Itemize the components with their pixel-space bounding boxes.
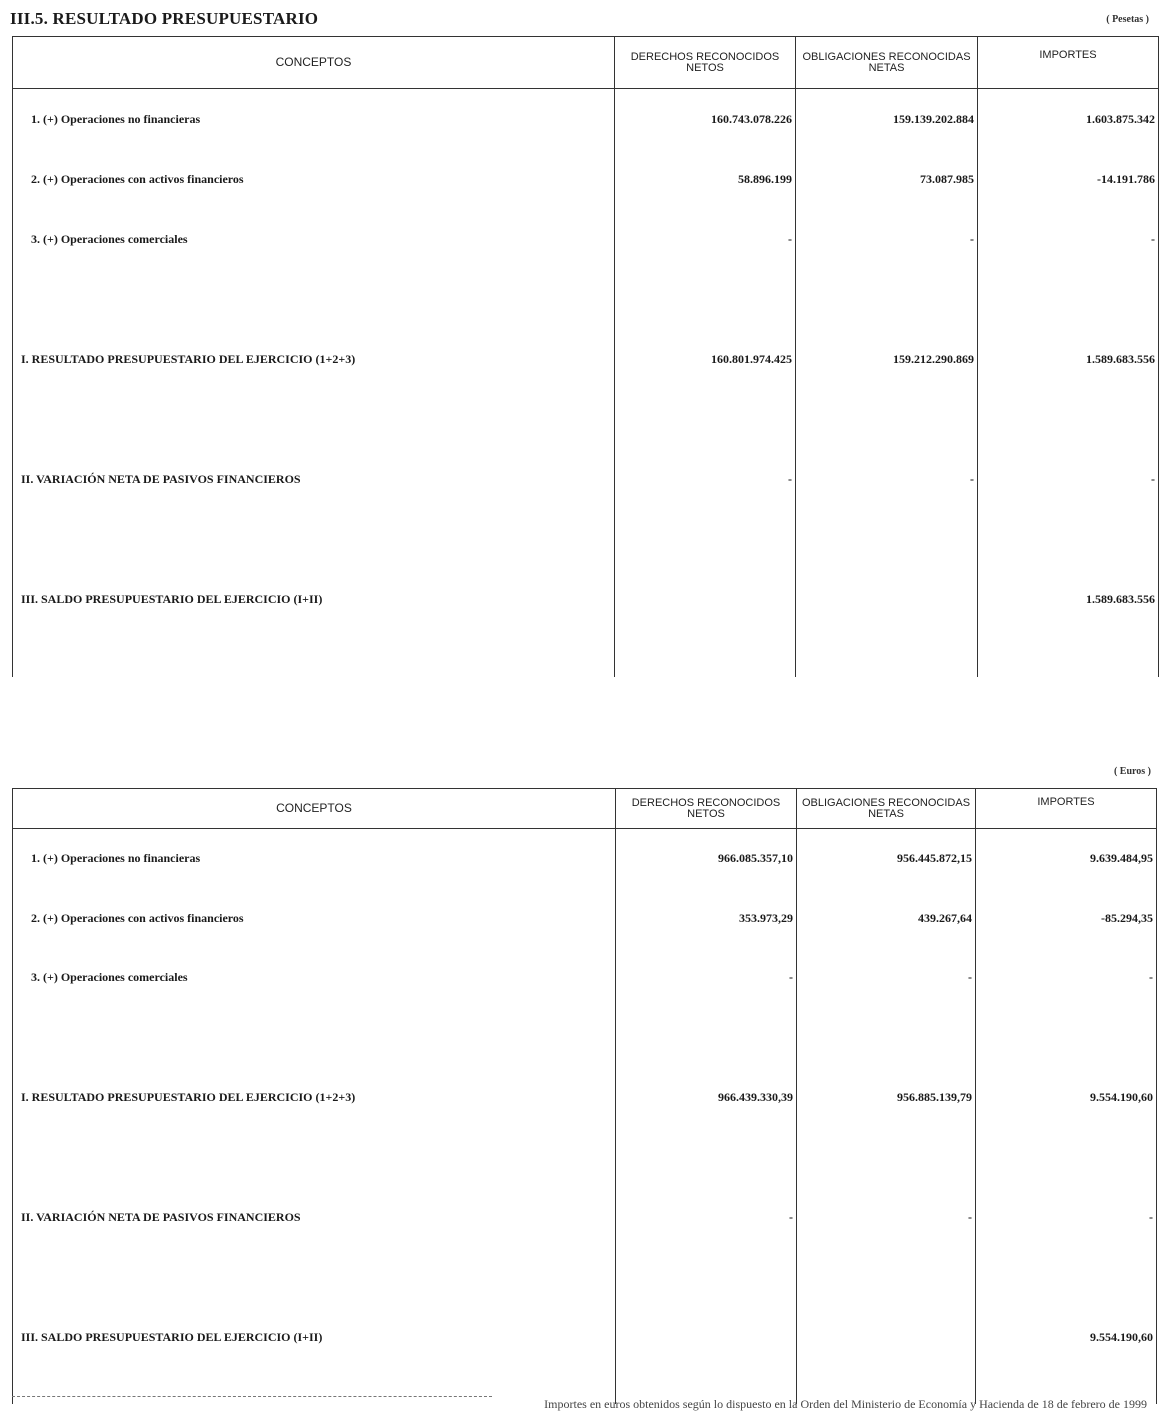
row-concept: 1. (+) Operaciones no financieras bbox=[13, 829, 616, 889]
row-concept: 1. (+) Operaciones no financieras bbox=[13, 89, 615, 149]
bottom-divider bbox=[12, 1396, 492, 1397]
row-importes: 9.554.190,60 bbox=[976, 1068, 1157, 1188]
row-obligaciones bbox=[796, 569, 978, 677]
row-importes: 1.589.683.556 bbox=[978, 329, 1159, 449]
budget-result-table-euros bbox=[12, 788, 1157, 1404]
column-header-obligaciones: OBLIGACIONES RECONOCIDAS NETAS bbox=[796, 37, 978, 89]
row-concept: 2. (+) Operaciones con activos financieros bbox=[13, 889, 616, 948]
row-derechos: 353.973,29 bbox=[616, 889, 797, 948]
row-derechos: 160.801.974.425 bbox=[615, 329, 796, 449]
currency-unit-euros: ( Euros ) bbox=[1113, 766, 1151, 777]
table-row bbox=[13, 1188, 1157, 1308]
column-header-obligaciones: OBLIGACIONES RECONOCIDAS NETAS bbox=[797, 789, 976, 829]
row-concept: II. VARIACIÓN NETA DE PASIVOS FINANCIEROS bbox=[13, 449, 615, 569]
row-obligaciones: 439.267,64 bbox=[797, 889, 976, 948]
row-obligaciones: 159.139.202.884 bbox=[796, 89, 978, 149]
row-concept: 3. (+) Operaciones comerciales bbox=[13, 209, 615, 329]
row-derechos: 966.439.330,39 bbox=[616, 1068, 797, 1188]
row-derechos bbox=[616, 1308, 797, 1404]
row-concept: 3. (+) Operaciones comerciales bbox=[13, 948, 616, 1068]
row-derechos: - bbox=[616, 948, 797, 1068]
column-header-concepts: CONCEPTOS bbox=[13, 789, 616, 829]
row-derechos bbox=[615, 569, 796, 677]
row-obligaciones bbox=[797, 1308, 976, 1404]
row-importes: - bbox=[978, 449, 1159, 569]
row-importes: - bbox=[976, 1188, 1157, 1308]
column-header-derechos: DERECHOS RECONOCIDOS NETOS bbox=[616, 789, 797, 829]
table-row bbox=[13, 948, 1157, 1068]
footnote: Importes en euros obtenidos según lo dispuesto en la Orden del Ministerio de Economía y Hacienda de 18 de febrero de 1999 bbox=[544, 1397, 1147, 1411]
row-obligaciones: - bbox=[797, 1188, 976, 1308]
table-row bbox=[13, 889, 1157, 948]
table-row bbox=[13, 89, 1159, 149]
table-header-row bbox=[13, 789, 1157, 829]
row-importes: 1.589.683.556 bbox=[978, 569, 1159, 677]
table-row bbox=[13, 569, 1159, 677]
currency-unit-pesetas: ( Pesetas ) bbox=[1106, 14, 1149, 25]
table-row bbox=[13, 449, 1159, 569]
row-importes: -14.191.786 bbox=[978, 149, 1159, 209]
row-concept: 2. (+) Operaciones con activos financieros bbox=[13, 149, 615, 209]
row-obligaciones: - bbox=[797, 948, 976, 1068]
row-concept: I. RESULTADO PRESUPUESTARIO DEL EJERCICIO (1+2+3) bbox=[13, 329, 615, 449]
row-derechos: 966.085.357,10 bbox=[616, 829, 797, 889]
row-derechos: - bbox=[615, 449, 796, 569]
row-concept: III. SALDO PRESUPUESTARIO DEL EJERCICIO (I+II) bbox=[13, 1308, 616, 1404]
column-header-derechos: DERECHOS RECONOCIDOS NETOS bbox=[615, 37, 796, 89]
row-importes: -85.294,35 bbox=[976, 889, 1157, 948]
table-row bbox=[13, 329, 1159, 449]
row-obligaciones: 159.212.290.869 bbox=[796, 329, 978, 449]
row-importes: - bbox=[976, 948, 1157, 1068]
row-derechos: - bbox=[615, 209, 796, 329]
row-derechos: 58.896.199 bbox=[615, 149, 796, 209]
column-header-importes: IMPORTES bbox=[978, 37, 1159, 89]
page-title: III.5. RESULTADO PRESUPUESTARIO bbox=[10, 9, 319, 28]
row-importes: 1.603.875.342 bbox=[978, 89, 1159, 149]
row-obligaciones: - bbox=[796, 209, 978, 329]
row-obligaciones: - bbox=[796, 449, 978, 569]
column-header-concepts: CONCEPTOS bbox=[13, 37, 615, 89]
table-row bbox=[13, 1068, 1157, 1188]
table-header-row bbox=[13, 37, 1159, 89]
row-concept: II. VARIACIÓN NETA DE PASIVOS FINANCIEROS bbox=[13, 1188, 616, 1308]
row-concept: III. SALDO PRESUPUESTARIO DEL EJERCICIO (I+II) bbox=[13, 569, 615, 677]
table-row bbox=[13, 1308, 1157, 1404]
row-importes: 9.554.190,60 bbox=[976, 1308, 1157, 1404]
row-obligaciones: 956.445.872,15 bbox=[797, 829, 976, 889]
column-header-importes: IMPORTES bbox=[976, 789, 1157, 829]
row-obligaciones: 73.087.985 bbox=[796, 149, 978, 209]
table-row bbox=[13, 829, 1157, 889]
table-row bbox=[13, 209, 1159, 329]
row-obligaciones: 956.885.139,79 bbox=[797, 1068, 976, 1188]
table-row bbox=[13, 149, 1159, 209]
row-derechos: - bbox=[616, 1188, 797, 1308]
row-concept: I. RESULTADO PRESUPUESTARIO DEL EJERCICIO (1+2+3) bbox=[13, 1068, 616, 1188]
row-importes: 9.639.484,95 bbox=[976, 829, 1157, 889]
row-importes: - bbox=[978, 209, 1159, 329]
row-derechos: 160.743.078.226 bbox=[615, 89, 796, 149]
budget-result-table-pesetas bbox=[12, 36, 1159, 677]
